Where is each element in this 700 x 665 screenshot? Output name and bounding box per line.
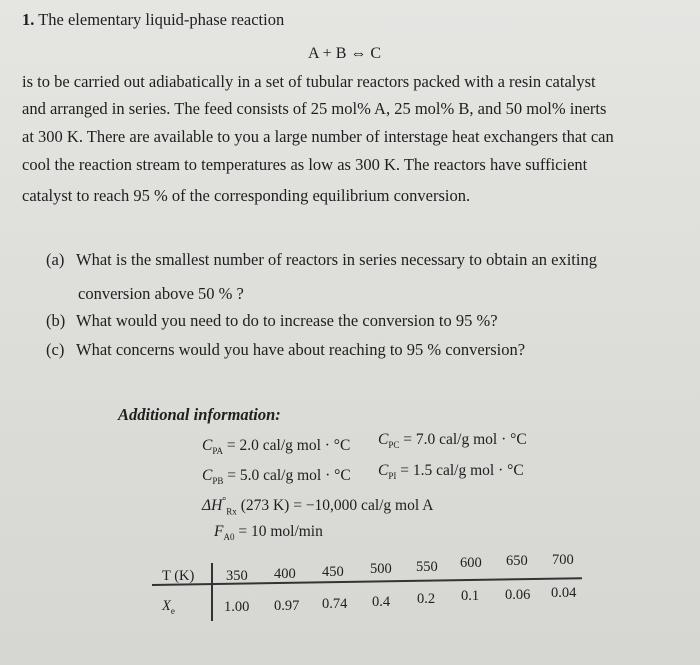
table-conversion-cell: 0.04: [551, 585, 577, 601]
question-c-label: (c): [46, 340, 65, 359]
cp-i: [378, 461, 524, 486]
cp-c-sub: PC: [388, 440, 400, 451]
table-x-symbol: X: [162, 598, 171, 614]
table-vertical-rule: [211, 563, 213, 621]
cp-c: [378, 430, 527, 455]
body-line-4: cool the reaction stream to temperatures as low as 300 K. The reactors have sufficient: [22, 155, 588, 174]
cp-i-sub: PI: [388, 471, 397, 482]
cp-b-sub: PB: [212, 476, 224, 487]
question-c: [46, 340, 525, 360]
body-line-2: and arranged in series. The feed consists of 25 mol% A, 25 mol% B, and 50 mol% inerts: [22, 99, 607, 118]
table-temperature-cell: 350: [226, 568, 248, 584]
table-temperature-cell: 450: [322, 564, 344, 580]
cp-a: [202, 436, 350, 461]
table-horizontal-rule: [152, 577, 582, 585]
body-line-3: at 300 K. There are available to you a large number of interstage heat exchangers that can: [22, 127, 614, 146]
question-b-label: (b): [46, 311, 66, 330]
table-conversion-cell: 0.06: [505, 587, 531, 603]
problem-heading: [22, 10, 284, 30]
question-a-text-2: conversion above 50 % ?: [78, 284, 244, 303]
cp-a-value: = 2.0 cal/g mol · °C: [226, 437, 351, 454]
cp-i-symbol: C: [378, 462, 389, 479]
cp-c-symbol: C: [378, 431, 389, 448]
delta-h-rx: [202, 492, 433, 521]
question-b-text: What would you need to do to increase the conversion to 95 %?: [76, 311, 498, 330]
question-a-text-1: What is the smallest number of reactors in series necessary to obtain an exiting: [76, 250, 597, 269]
cp-a-sub: PA: [212, 446, 224, 457]
fa0-value: = 10 mol/min: [238, 523, 323, 540]
table-row-label-x: [162, 598, 175, 616]
table-temperature-cell: 500: [370, 561, 392, 577]
problem-number: 1.: [22, 10, 35, 29]
question-c-text: What concerns would you have about reaching to 95 % conversion?: [76, 340, 526, 359]
table-conversion-cell: 0.74: [322, 596, 348, 612]
reaction-equation: A + B ⇔ C: [308, 45, 382, 62]
delta-h-symbol: ΔH: [202, 497, 223, 515]
table-conversion-cell: 0.2: [417, 591, 436, 607]
cp-c-value: = 7.0 cal/g mol · °C: [403, 431, 527, 448]
question-a-label: (a): [46, 250, 65, 269]
body-line-5: catalyst to reach 95 % of the corresponding equilibrium conversion.: [22, 186, 471, 205]
delta-h-value: (273 K) = −10,000 cal/g mol A: [240, 497, 434, 515]
table-row-label-t: T (K): [162, 568, 195, 584]
cp-a-symbol: C: [202, 437, 213, 454]
table-temperature-cell: 400: [274, 566, 296, 582]
table-temperature-cell: 700: [552, 552, 574, 568]
additional-info-title: Additional information:: [118, 405, 281, 424]
cp-b-symbol: C: [202, 467, 213, 484]
question-b: [46, 311, 498, 331]
table-x-sub: e: [170, 605, 175, 616]
delta-h-sup: °: [222, 496, 227, 507]
table-conversion-cell: 1.00: [224, 599, 250, 615]
fa0-symbol: F: [214, 523, 224, 540]
question-a: [46, 250, 597, 270]
table-temperature-cell: 550: [416, 559, 438, 575]
body-line-1: is to be carried out adiabatically in a set of tubular reactors packed with a resin catalyst: [22, 72, 596, 91]
table-conversion-cell: 0.1: [461, 588, 480, 604]
problem-title: The elementary liquid-phase reaction: [38, 10, 285, 29]
fa0: [214, 522, 323, 547]
cp-b: [202, 466, 351, 491]
table-temperature-cell: 600: [460, 555, 482, 571]
fa0-sub: A0: [223, 532, 235, 543]
table-conversion-cell: 0.4: [372, 594, 391, 610]
cp-i-value: = 1.5 cal/g mol · °C: [400, 462, 524, 479]
table-conversion-cell: 0.97: [274, 598, 300, 614]
cp-b-value: = 5.0 cal/g mol · °C: [227, 467, 351, 484]
delta-h-sub: Rx: [226, 506, 237, 517]
table-temperature-cell: 650: [506, 553, 528, 569]
